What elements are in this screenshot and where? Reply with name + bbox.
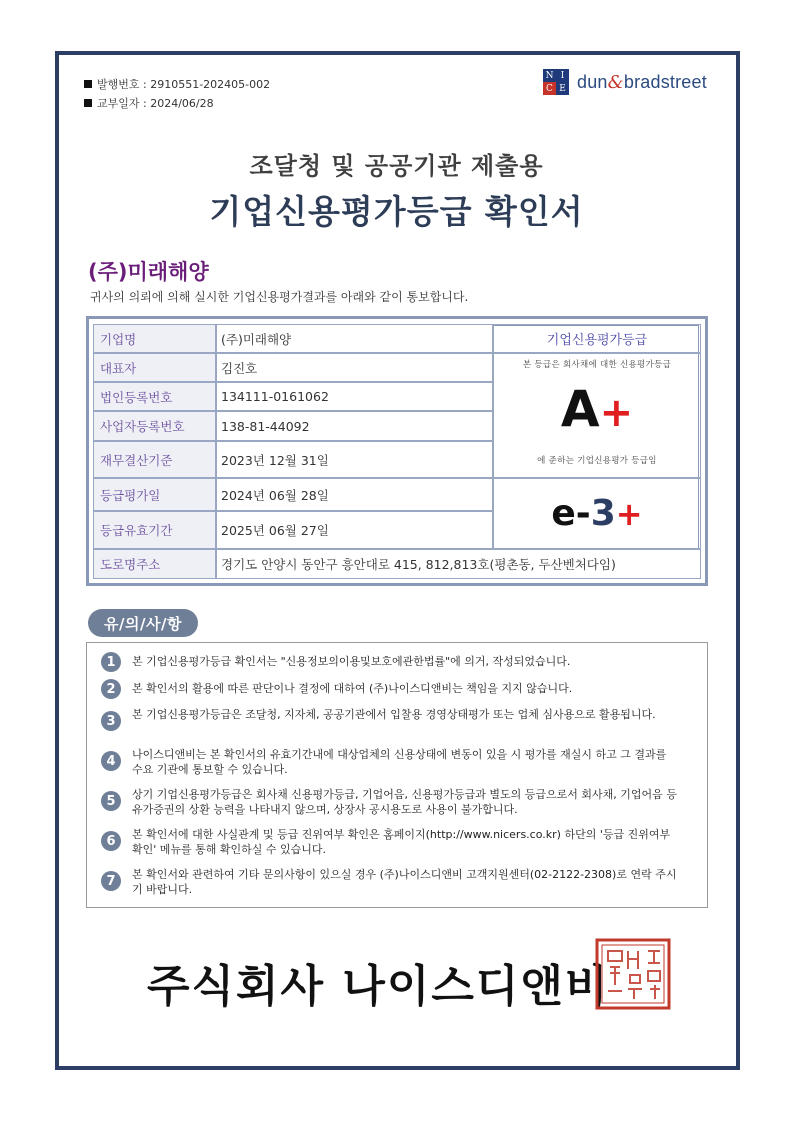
note-item: 7 본 확인서와 관련하여 기타 문의사항이 있으실 경우 (주)나이스디앤비 고객지원센터(02-2122-2308)로 연락 주시기 바랍니다. (103, 867, 678, 897)
company-signature: 주식회사 나이스디앤비 (147, 961, 610, 1012)
label-valid: 등급유효기간 (93, 511, 216, 549)
label-ceo: 대표자 (93, 353, 216, 382)
issue-number: 발행번호 : 2910551-202405-002 (84, 76, 270, 92)
ebond-grade: e-3+ (551, 493, 643, 534)
value-address: 경기도 안양시 동안구 흥안대로 415, 812,813호(평촌동, 두산벤처다임) (216, 549, 701, 579)
grade-header: 기업신용평가등급 (493, 324, 701, 353)
label-eval-date: 등급평가일 (93, 478, 216, 511)
value-eval-date: 2024년 06월 28일 (216, 478, 493, 511)
label-address: 도로명주소 (93, 549, 216, 579)
value-corp-reg: 134111-0161062 (216, 382, 493, 411)
notes-box (86, 642, 708, 908)
label-biz-reg: 사업자등록번호 (93, 411, 216, 441)
note-item: 4 나이스디앤비는 본 확인서의 유효기간내에 대상업체의 신용상태에 변동이 있을 시 평가를 재실시 하고 그 결과를 수요 기관에 통보할 수 있습니다. (103, 747, 678, 777)
document-title-line1: 조달청 및 공공기관 제출용 (249, 152, 544, 180)
note-item: 3 본 기업신용평가등급은 조달청, 지자체, 공공기관에서 입찰용 경영상태평가 또는 업체 심사용으로 활용됩니다. (103, 707, 678, 722)
info-table (93, 324, 701, 579)
nice-logo-mark: N I C E (543, 69, 569, 95)
intro-text: 귀사의 의뢰에 의해 실시한 기업신용평가결과를 아래와 같이 통보합니다. (90, 290, 469, 304)
document-title-line2: 기업신용평가등급 확인서 (209, 192, 584, 231)
value-biz-reg: 138-81-44092 (216, 411, 493, 441)
value-company: (주)미래해양 (216, 324, 493, 353)
issue-date: 교부일자 : 2024/06/28 (84, 95, 214, 111)
grade-box (493, 353, 701, 478)
label-fiscal: 재무결산기준 (93, 441, 216, 478)
dun-bradstreet-wordmark: dun&bradstreet (577, 71, 707, 93)
ebond-grade-box (493, 478, 701, 549)
label-corp-reg: 법인등록번호 (93, 382, 216, 411)
notes-heading: 유/의/사/항 (88, 609, 198, 637)
value-valid: 2025년 06월 27일 (216, 511, 493, 549)
note-item: 1 본 기업신용평가등급 확인서는 "신용정보의이용및보호에관한법률"에 의거, 작성되었습니다. (103, 654, 678, 669)
note-item: 6 본 확인서에 대한 사실관계 및 등급 진위여부 확인은 홈페이지(http://www.nicers.co.kr) 하단의 '등급 진위여부 확인' 메뉴를 통해 확인하실 수 있습니다. (103, 827, 678, 857)
value-ceo: 김진호 (216, 353, 493, 382)
value-fiscal: 2023년 12월 31일 (216, 441, 493, 478)
company-name: (주)미래해양 (88, 260, 209, 284)
grade-note-bottom: 에 준하는 기업신용평가 등급임 (537, 456, 657, 466)
label-company: 기업명 (93, 324, 216, 353)
grade-note-top: 본 등급은 회사채에 대한 신용평가등급 (522, 360, 672, 370)
note-item: 2 본 확인서의 활용에 따른 판단이나 결정에 대하여 (주)나이스디앤비는 책임을 지지 않습니다. (103, 681, 678, 696)
nice-dnb-logo (543, 69, 707, 95)
credit-grade: A+ (560, 380, 634, 438)
company-seal-stamp (594, 937, 672, 1011)
note-item: 5 상기 기업신용평가등급은 회사채 신용평가등급, 기업어음, 신용평가등급과 별도의 등급으로서 회사채, 기업어음 등 유가증권의 상환 능력을 나타내지 않으며, 상장사 공시용도로 사용이 불가합니다. (103, 787, 678, 817)
